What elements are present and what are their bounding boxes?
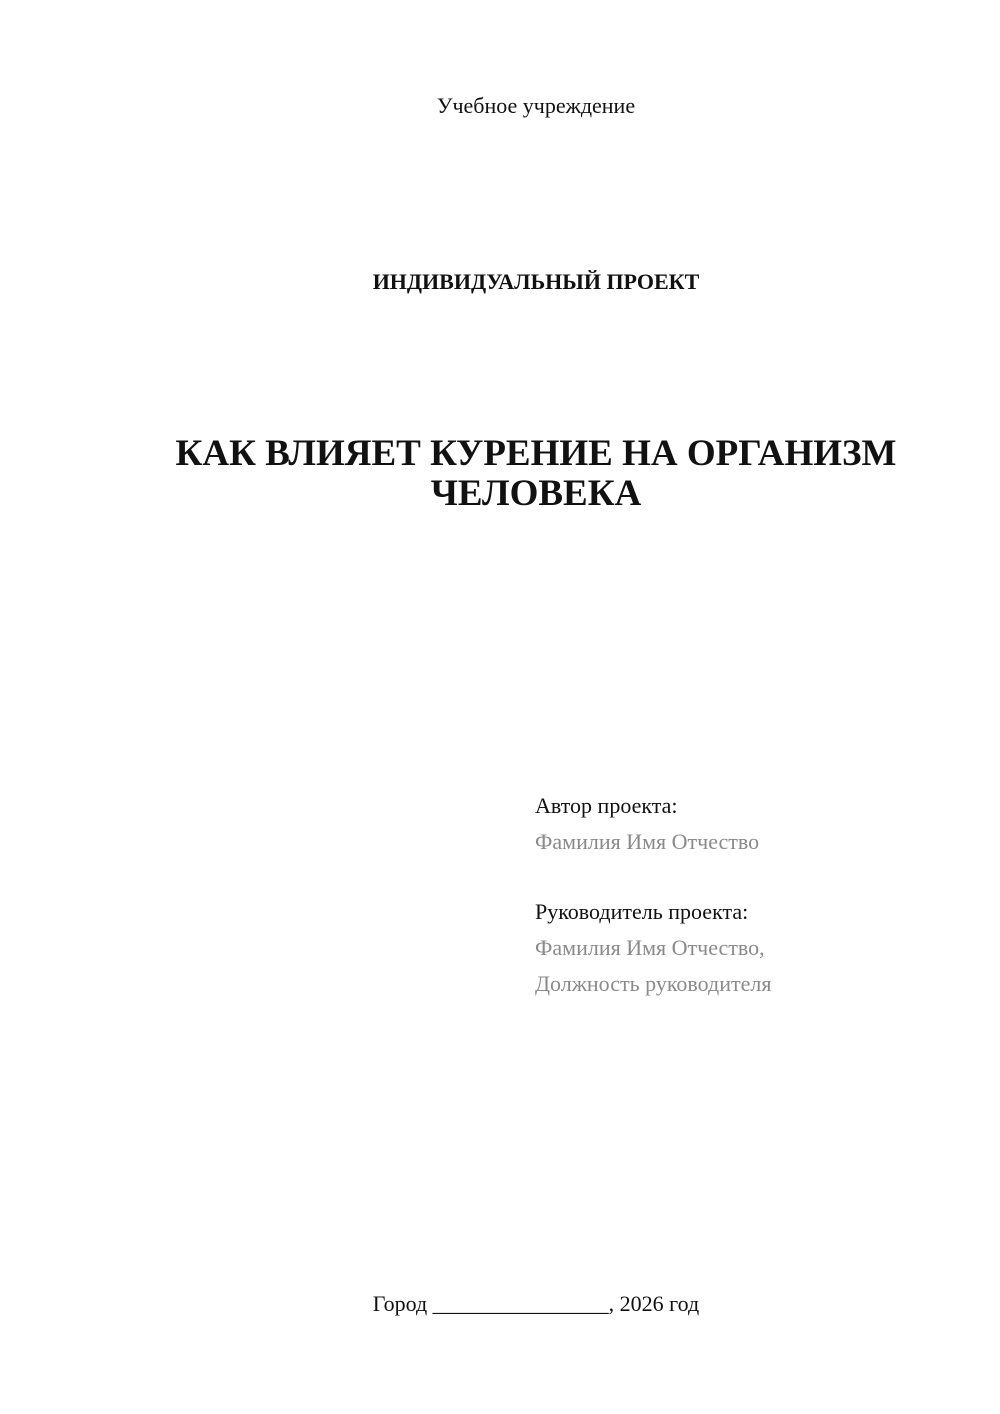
- supervisor-position: Должность руководителя: [535, 971, 772, 996]
- institution-name: Учебное учреждение: [436, 93, 636, 118]
- document-type: ИНДИВИДУАЛЬНЫЙ ПРОЕКТ: [372, 269, 700, 294]
- project-title: [0, 434, 1000, 514]
- city-year-line: Город ________________, 2026 год: [372, 1291, 700, 1316]
- project-title-line-2: ЧЕЛОВЕКА: [430, 473, 642, 514]
- author-label: Автор проекта:: [535, 793, 678, 818]
- supervisor-name: Фамилия Имя Отчество,: [535, 935, 765, 960]
- credits-block: [535, 788, 975, 1002]
- credits-spacer: [535, 860, 975, 894]
- supervisor-label: Руководитель проекта:: [535, 899, 749, 924]
- author-name: Фамилия Имя Отчество: [535, 829, 760, 854]
- project-title-line-1: КАК ВЛИЯЕТ КУРЕНИЕ НА ОРГАНИЗМ: [175, 433, 897, 474]
